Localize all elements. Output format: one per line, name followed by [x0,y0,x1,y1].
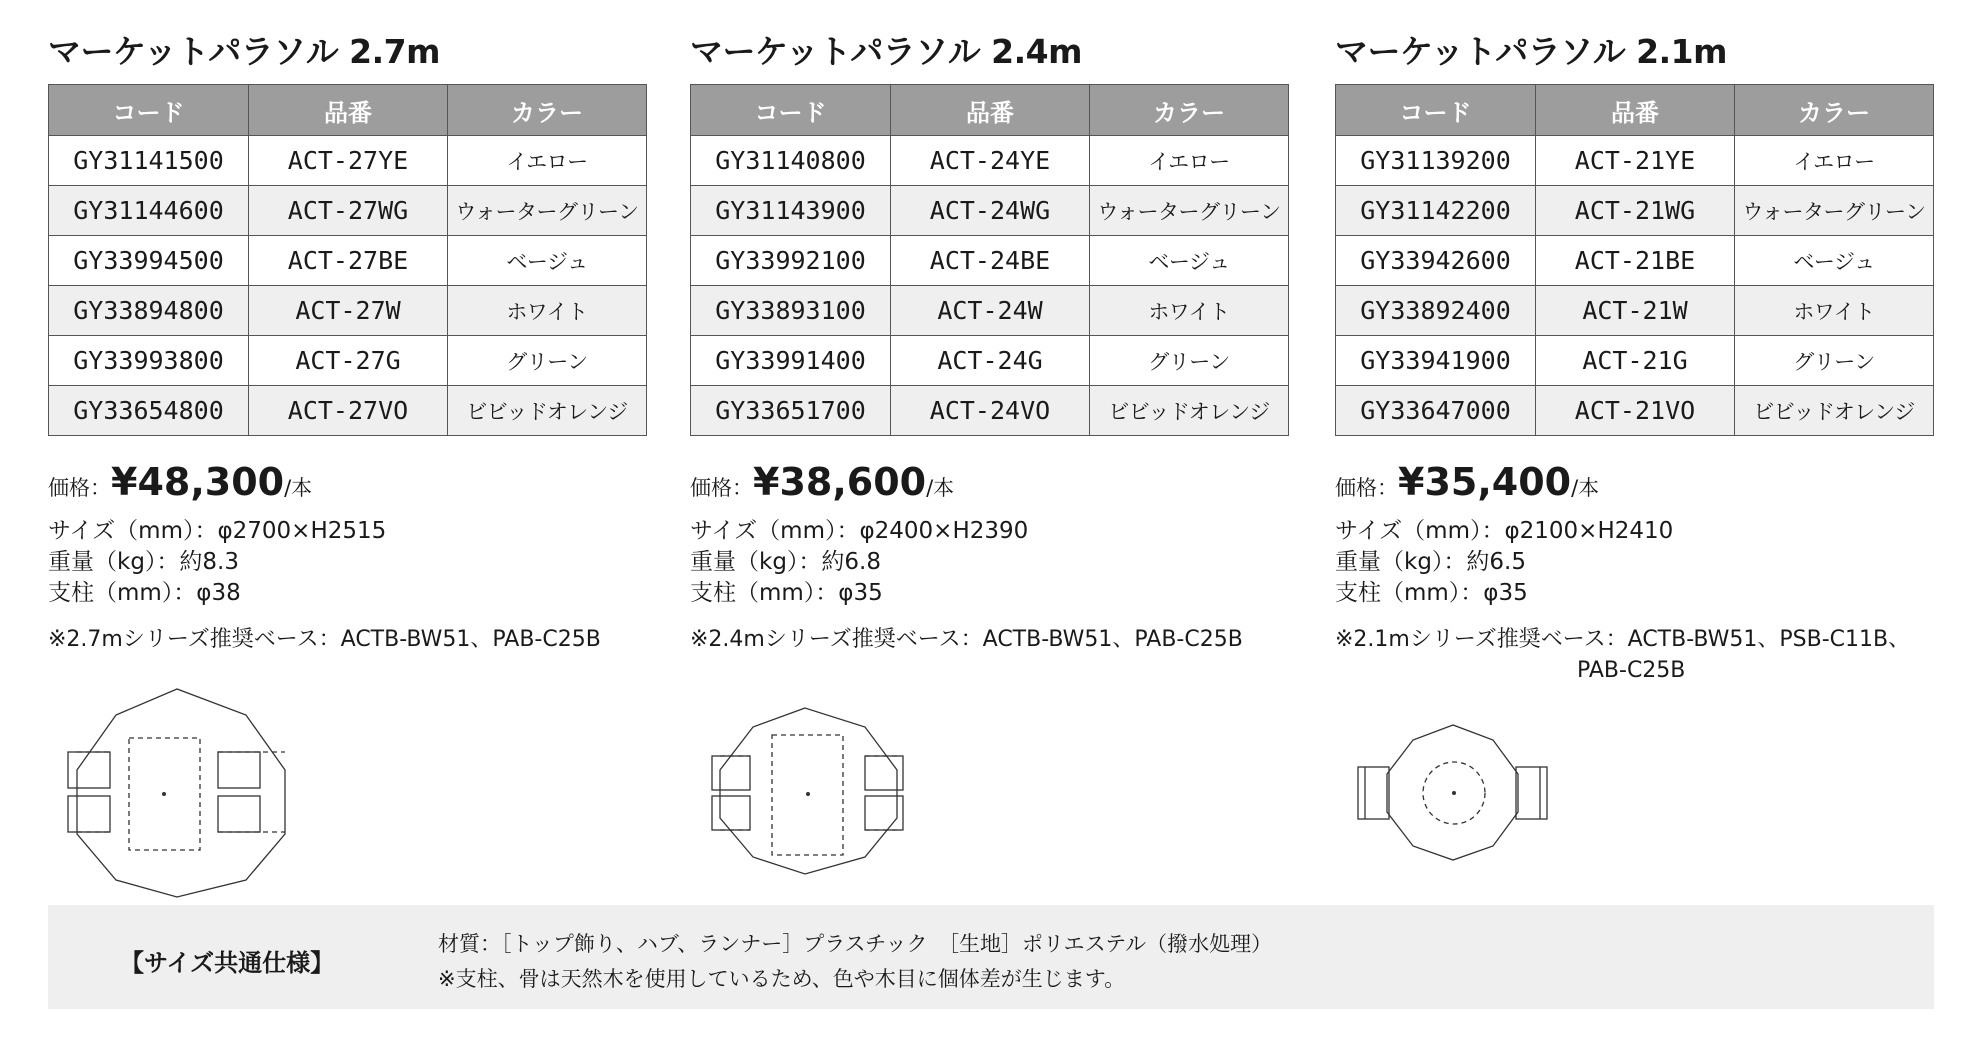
price-label: 価格： [48,476,111,500]
price-unit: /本 [926,476,955,500]
price-value: ¥48,300 [111,460,285,504]
pole-spec: 支柱（mm）：φ38 [48,580,241,606]
code-cell: GY33942600 [1336,236,1536,286]
color-cell: ホワイト [1090,286,1289,336]
code-cell: GY31140800 [691,136,891,186]
code-cell: GY33993800 [49,336,249,386]
pole-spec: 支柱（mm）：φ35 [690,580,883,606]
code-cell: GY31139200 [1336,136,1536,186]
part-number-cell: ACT-21WG [1536,186,1735,236]
color-cell: ウォーターグリーン [1735,186,1934,236]
part-number-cell: ACT-27W [249,286,448,336]
code-cell: GY33991400 [691,336,891,386]
part-number-cell: ACT-21BE [1536,236,1735,286]
header-part-number: 品番 [891,85,1090,136]
common-spec-panel [48,905,1934,1009]
color-cell: ベージュ [1090,236,1289,286]
recommended-base-text: ※2.4mシリーズ推奨ベース：ACTB-BW51、PAB-C25B [690,627,1243,652]
color-cell: イエロー [1090,136,1289,186]
color-cell: ビビッドオレンジ [448,386,647,436]
header-code: コード [49,85,249,136]
code-cell: GY33654800 [49,386,249,436]
common-spec-text [438,927,1272,997]
plan-diagram-2-4m [690,22,1290,902]
size-spec: サイズ（mm）：φ2700×H2515 [48,518,387,544]
header-part-number: 品番 [1536,85,1735,136]
code-cell: GY31141500 [49,136,249,186]
weight-spec: 重量（kg）：約6.5 [1335,549,1526,575]
recommended-base-text: ※2.7mシリーズ推奨ベース：ACTB-BW51、PAB-C25B [48,627,601,652]
product-title: マーケットパラソル 2.7m [48,32,441,71]
color-cell: ベージュ [1735,236,1934,286]
part-number-cell: ACT-27BE [249,236,448,286]
part-number-cell: ACT-24G [891,336,1090,386]
color-cell: イエロー [1735,136,1934,186]
price-unit: /本 [1571,476,1600,500]
header-color: カラー [448,85,647,136]
code-cell: GY31142200 [1336,186,1536,236]
color-cell: ビビッドオレンジ [1735,386,1934,436]
header-code: コード [691,85,891,136]
price-value: ¥35,400 [1398,460,1572,504]
part-number-cell: ACT-27G [249,336,448,386]
code-cell: GY31143900 [691,186,891,236]
color-cell: グリーン [1090,336,1289,386]
size-spec: サイズ（mm）：φ2100×H2410 [1335,518,1674,544]
wood-notice: ※支柱、骨は天然木を使用しているため、色や木目に個体差が生じます。 [438,967,1126,991]
part-number-cell: ACT-24YE [891,136,1090,186]
part-number-cell: ACT-21W [1536,286,1735,336]
color-cell: ベージュ [448,236,647,286]
plan-diagram-2-7m [48,22,648,902]
color-cell: ホワイト [448,286,647,336]
part-number-cell: ACT-21G [1536,336,1735,386]
part-number-cell: ACT-21YE [1536,136,1735,186]
product-title: マーケットパラソル 2.1m [1335,32,1728,71]
header-code: コード [1336,85,1536,136]
color-cell: グリーン [1735,336,1934,386]
common-spec-title: 【サイズ共通仕様】 [120,949,335,977]
color-cell: ビビッドオレンジ [1090,386,1289,436]
code-cell: GY33647000 [1336,386,1536,436]
code-cell: GY33941900 [1336,336,1536,386]
code-cell: GY33651700 [691,386,891,436]
code-cell: GY33894800 [49,286,249,336]
pole-spec: 支柱（mm）：φ35 [1335,580,1528,606]
part-number-cell: ACT-21VO [1536,386,1735,436]
header-part-number: 品番 [249,85,448,136]
part-number-cell: ACT-27WG [249,186,448,236]
color-cell: イエロー [448,136,647,186]
color-cell: ウォーターグリーン [448,186,647,236]
recommended-base-text: ※2.1mシリーズ推奨ベース：ACTB-BW51、PSB-C11B、 PAB-C25B [1335,627,1911,683]
part-number-cell: ACT-27YE [249,136,448,186]
part-number-cell: ACT-27VO [249,386,448,436]
code-cell: GY33893100 [691,286,891,336]
product-title: マーケットパラソル 2.4m [690,32,1083,71]
color-cell: ホワイト [1735,286,1934,336]
header-color: カラー [1735,85,1934,136]
price-label: 価格： [1335,476,1398,500]
code-cell: GY33892400 [1336,286,1536,336]
weight-spec: 重量（kg）：約6.8 [690,549,881,575]
part-number-cell: ACT-24BE [891,236,1090,286]
material-spec: 材質：［トップ飾り、ハブ、ランナー］プラスチック ［生地］ポリエステル（撥水処理） [438,932,1273,956]
part-number-cell: ACT-24W [891,286,1090,336]
price-label: 価格： [690,476,753,500]
code-cell: GY33992100 [691,236,891,286]
size-spec: サイズ（mm）：φ2400×H2390 [690,518,1029,544]
weight-spec: 重量（kg）：約8.3 [48,549,239,575]
price-value: ¥38,600 [753,460,927,504]
header-color: カラー [1090,85,1289,136]
part-number-cell: ACT-24WG [891,186,1090,236]
part-number-cell: ACT-24VO [891,386,1090,436]
plan-diagram-2-1m [1335,22,1935,902]
code-cell: GY31144600 [49,186,249,236]
color-cell: グリーン [448,336,647,386]
color-cell: ウォーターグリーン [1090,186,1289,236]
code-cell: GY33994500 [49,236,249,286]
price-unit: /本 [284,476,313,500]
